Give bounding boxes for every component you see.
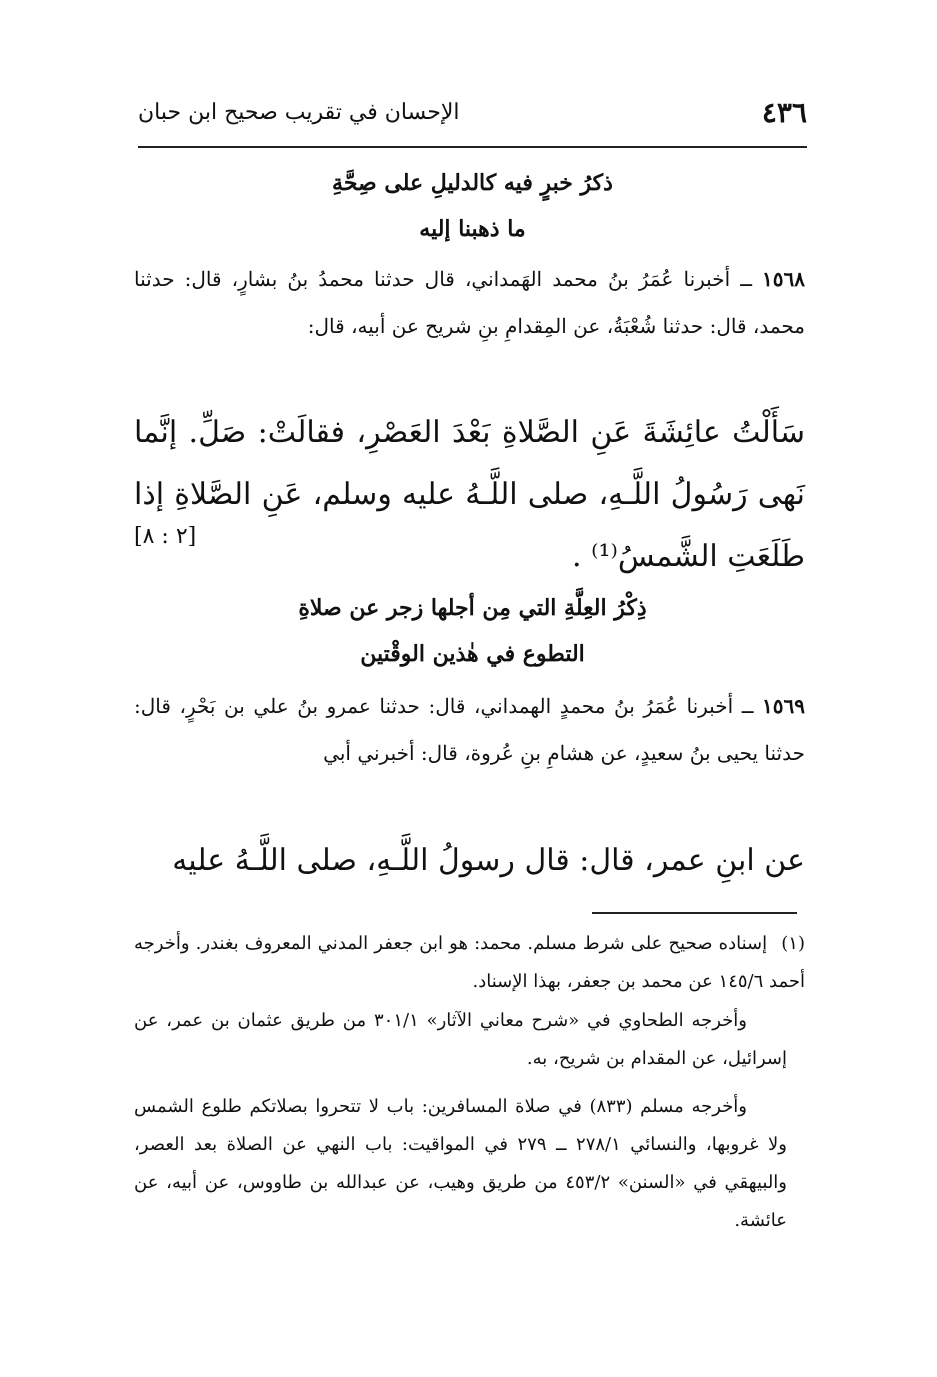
footnote-1-para-1: [134, 925, 805, 1001]
footnote-text: إسناده صحيح على شرط مسلم. محمد: هو ابن جعفر المدني المعروف بغندر. وأخرجه أحمد ١٤٥/٦ عن محمد بن جعفر، بهذا الإسناد.: [134, 933, 805, 992]
page-number: ٤٣٦: [761, 95, 807, 129]
book-title: الإحسان في تقريب صحيح ابن حبان: [138, 99, 460, 125]
hadith-number: ١٥٦٩: [762, 694, 806, 718]
footnote-divider: [592, 912, 797, 914]
hadith-number: ١٥٦٨: [762, 267, 806, 291]
section-heading-2-line1: ذِكْرُ العِلَّةِ التي مِن أجلها زجر عن صلاةِ: [298, 595, 647, 621]
hadith-1569-matn: عن ابنِ عمر، قال: قال رسولُ اللَّـهِ، صلى اللَّـهُ عليه: [172, 843, 805, 878]
section-heading-2: [138, 585, 807, 677]
hadith-1569-isnad: [134, 683, 805, 777]
hadith-1568-matn: سَأَلْتُ عائِشَةَ عَنِ الصَّلاةِ بَعْدَ العَصْرِ، فقالَتْ: صَلِّ. إنَّما نَهى رَسُولُ اللَّـهِ، صلى اللَّـهُ عليه وسلم، عَنِ الصَّلاةِ إذا طَلَعَتِ الشَّمسُ⁽¹⁾ .: [134, 415, 805, 574]
header-divider: [138, 146, 807, 148]
hadith-reference: [٢ : ٨]: [134, 524, 197, 549]
isnad-text: ــ أخبرنا عُمَرُ بنُ محمدٍ الهمداني، قال: حدثنا عمرو بنُ علي بن بَحْرٍ، قال: حدثنا يحيى بنُ سعيدٍ، عن هشامِ بنِ عُروة، قال: أخبرني أبي: [134, 694, 805, 765]
hadith-1568-isnad: [134, 256, 805, 350]
footnote-1-para-2: وأخرجه الطحاوي في «شرح معاني الآثار» ٣٠١/١ من طريق عثمان بن عمر، عن إسرائيل، عن المقدام بن شريح، به.: [134, 1010, 787, 1069]
section-heading-1: [138, 160, 807, 252]
isnad-text: ــ أخبرنا عُمَرُ بنُ محمد الهَمداني، قال حدثنا محمدُ بنُ بشارٍ، قال: حدثنا محمد، قال: حدثنا شُعْبَةُ، عن المِقدامِ بنِ شريح عن أبيه، قال:: [134, 267, 805, 338]
section-heading-2-line2: التطوع في هٰذين الوقْتين: [360, 641, 585, 667]
footnote-marker: (١): [781, 933, 805, 954]
footnote-1-para-3: وأخرجه مسلم (٨٣٣) في صلاة المسافرين: باب لا تتحروا بصلاتكم طلوع الشمس ولا غروبها، والنسائي ٢٧٨/١ ــ ٢٧٩ في المواقيت: باب النهي عن الصلاة بعد العصر، والبيهقي في «السنن» ٤٥٣/٢ من طريق وهيب، عن عبدالله بن طاووس، عن أبيه، عن عائشة.: [134, 1096, 788, 1231]
section-heading-1-line2: ما ذهبنا إليه: [419, 216, 526, 242]
section-heading-1-line1: ذكرُ خبرٍ فيه كالدليلِ على صِحَّةِ: [332, 170, 613, 196]
running-header: [138, 92, 807, 132]
